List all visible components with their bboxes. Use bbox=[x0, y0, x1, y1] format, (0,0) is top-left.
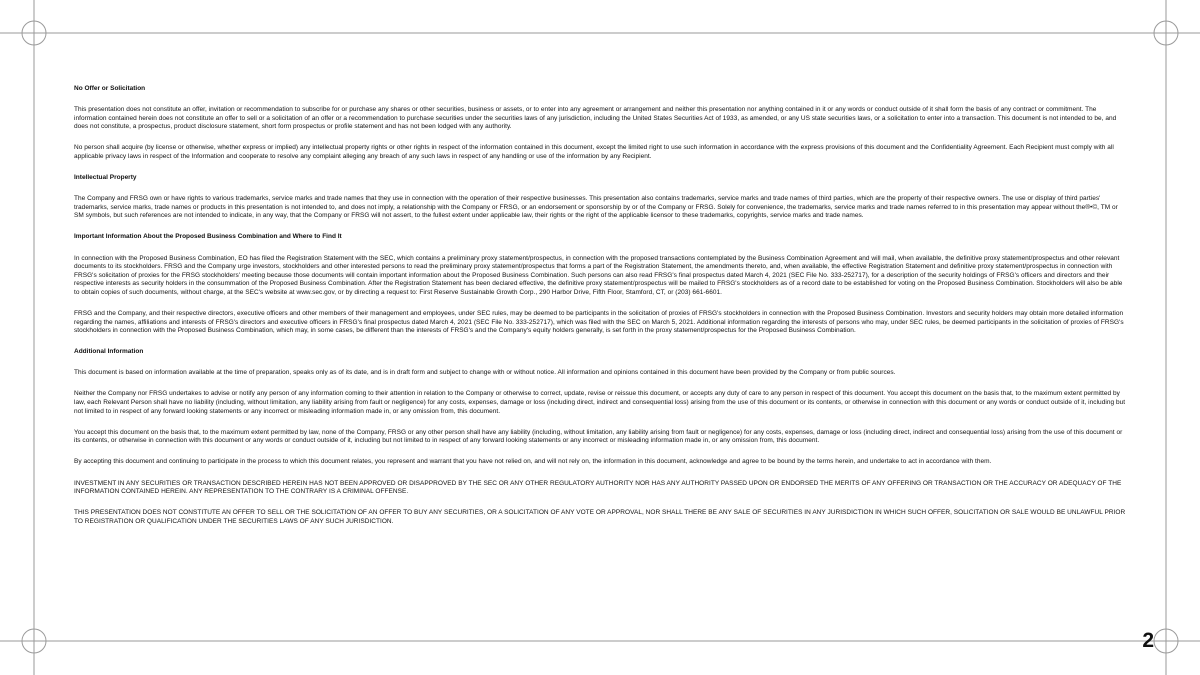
paragraph: The Company and FRSG own or have rights to various trademarks, service marks and trade names that they use in connection with the operation of their respective businesses. This presentation also contains trademarks, service marks and trade names of third parties, which are the property of their respective owners. The use or display of third parties' trademarks, service marks, trade names or products in this presentation is not intended to, and does not imply, a relationship with the Company or FRSG, or an endorsement or sponsorship by or of the Company or FRSG. Solely for convenience, the trademarks, service marks and trade names referred to in this presentation may appear without the®•©, TM or SM symbols, but such references are not intended to indicate, in any way, that the Company or FRSG will not assert, to the fullest extent under applicable law, their rights or the right of the applicable licensor to these trademarks, copyrights, service marks and trade names. bbox=[74, 195, 1118, 220]
page-number: 2 bbox=[1142, 629, 1154, 652]
paragraph: By accepting this document and continuing to participate in the process to which this document relates, you represent and warrant that you have not relied on, and will not rely on, the information in this document, acknowledge and agree to be bound by the terms herein, and undertake to act in accordance with them. bbox=[74, 458, 992, 466]
paragraph: This document is based on information available at the time of preparation, speaks only as of its date, and is in draft form and subject to change with or without notice. All information and opinions contained in this document have been provided by the Company or from public sources. bbox=[74, 369, 896, 377]
paragraph: In connection with the Proposed Business Combination, EO has filed the Registration Statement with the SEC, which contains a preliminary proxy statement/prospectus, in connection with the proposed transactions contemplated by the Business Combination Agreement and will mail, when available, the definitive proxy statement/prospectus and other relevant documents to its stockholders. FRSG and the Company urge investors, stockholders and other interested persons to read the preliminary proxy statement/prospectus that forms a part of the Registration Statement, the amendments thereto, and, when available, the effective Registration Statement and definitive proxy statement/prospectus in connection with FRSG's solicitation of proxies for the FRSG stockholders' meeting because those documents will contain important information about the Proposed Business Combination. Such persons can also read FRSG's final prospectus dated March 4, 2021 (SEC File No. 333-252717), for a description of the security holdings of FRSG's officers and directors and their respective interests as security holders in the consummation of the Proposed Business Combination. After the Registration Statement has been declared effective, the definitive proxy statement/prospectus will be mailed to FRSG's stockholders as of a record date to be established for voting on the Proposed Business Combination. Stockholders will also be able to obtain copies of such documents, without charge, at the SEC's website at www.sec.gov, or by directing a request to: First Reserve Sustainable Growth Corp., 290 Harbor Drive, Fifth Floor, Stamford, CT, or (203) 661-6601. bbox=[74, 254, 1123, 296]
section-heading: No Offer or Solicitation bbox=[74, 85, 146, 92]
paragraph: Neither the Company nor FRSG undertakes to advise or notify any person of any information coming to their attention in relation to the Company or otherwise to correct, update, revise or reissue this document, or accepts any duty of care to any person in respect of this document. You accept this document on the basis that, to the maximum extent permitted by law, each Relevant Person shall have no liability (including, without limitation, any liability arising from fault or negligence) for any costs, expenses, damage or loss (including direct, indirect and consequential loss) arising from the use of this document or its contents, or otherwise in connection with this document or any words or conduct outside of it, including but not limited to in respect of any forward looking statements or any incorrect or misleading information made in, or any omission from, this document. bbox=[74, 390, 1126, 415]
paragraph: THIS PRESENTATION DOES NOT CONSTITUTE AN OFFER TO SELL OR THE SOLICITATION OF AN OFFER TO BUY ANY SECURITIES, OR A SOLICITATION OF ANY VOTE OR APPROVAL, NOR SHALL THERE BE ANY SALE OF SECURITIES IN ANY JURISDICTION IN WHICH SUCH OFFER, SOLICITATION OR SALE WOULD BE UNLAWFUL PRIOR TO REGISTRATION OR QUALIFICATION UNDER THE SECURITIES LAWS OF ANY SUCH JURISDICTION. bbox=[74, 509, 1126, 525]
paragraph: This presentation does not constitute an offer, invitation or recommendation to subscribe for or purchase any shares or other securities, business or assets, or to enter into any agreement or arrangement and neither this presentation nor anything contained in it or any words or conduct outside of it shall form the basis of any contract or commitment. The information contained herein does not constitute an offer to sell or a solicitation of an offer or a recommendation to purchase securities under the securities laws of any jurisdiction, including the United States Securities Act of 1933, as amended, or any US state securities laws, or a solicitation to enter into a transaction. This document is not intended to be, and does not constitute, a prospectus, product disclosure statement, short form prospectus or profile statement and has not been lodged with any authority. bbox=[74, 106, 1117, 131]
paragraph: INVESTMENT IN ANY SECURITIES OR TRANSACTION DESCRIBED HEREIN HAS NOT BEEN APPROVED OR DISAPPROVED BY THE SEC OR ANY OTHER REGULATORY AUTHORITY NOR HAS ANY AUTHORITY PASSED UPON OR ENDORSED THE MERITS OF ANY OFFERING OR TRANSACTION OR THE ACCURACY OR ADEQUACY OF THE INFORMATION CONTAINED HEREIN. ANY REPRESENTATION TO THE CONTRARY IS A CRIMINAL OFFENSE. bbox=[74, 479, 1122, 496]
section-heading: Additional Information bbox=[74, 348, 144, 356]
legal-disclaimer bbox=[74, 85, 1126, 539]
section-heading: Important Information About the Proposed Business Combination and Where to Find It bbox=[74, 233, 342, 241]
paragraph: FRSG and the Company, and their respective directors, executive officers and other members of their management and employees, under SEC rules, may be deemed to be participants in the solicitation of proxies of FRSG's stockholders in connection with the Proposed Business Combination. Investors and security holders may obtain more detailed information regarding the names, affiliations and interests of FRSG's directors and executive officers in FRSG's final prospectus dated March 4, 2021 (SEC File No. 333-252717), which was filed with the SEC on March 5, 2021. Additional information regarding the interests of persons who may, under SEC rules, be deemed participants in the solicitation of proxies of FRSG's stockholders in connection with the Proposed Business Combination, which may, in some cases, be different than the interests of FRSG's and the Company's equity holders generally, is set forth in the proxy statement/prospectus for the Proposed Business Combination. bbox=[74, 310, 1124, 335]
paragraph: You accept this document on the basis that, to the maximum extent permitted by law, none of the Company, FRSG or any other person shall have any liability (including, without limitation, any liability arising from fault or negligence) for any costs, expenses, damage or loss (including direct, indirect and consequential loss) arising from the use of this document or its contents, or otherwise in connection with this document or any words or conduct outside of it, including but not limited to in respect of any forward looking statements or any incorrect or misleading information made in, or any omission from, this document. bbox=[74, 428, 1123, 445]
section-heading: Intellectual Property bbox=[74, 174, 137, 182]
paragraph: No person shall acquire (by license or otherwise, whether express or implied) any intellectual property rights or other rights in respect of the information contained in this document, except the limited right to use such information in accordance with the express provisions of this document and the Confidentiality Agreement. Each Recipient must comply with all applicable privacy laws in respect of the Information and cooperate to resolve any complaint alleging any breach of any such laws in respect of any handling or use of the information by any Recipient. bbox=[74, 144, 1114, 160]
